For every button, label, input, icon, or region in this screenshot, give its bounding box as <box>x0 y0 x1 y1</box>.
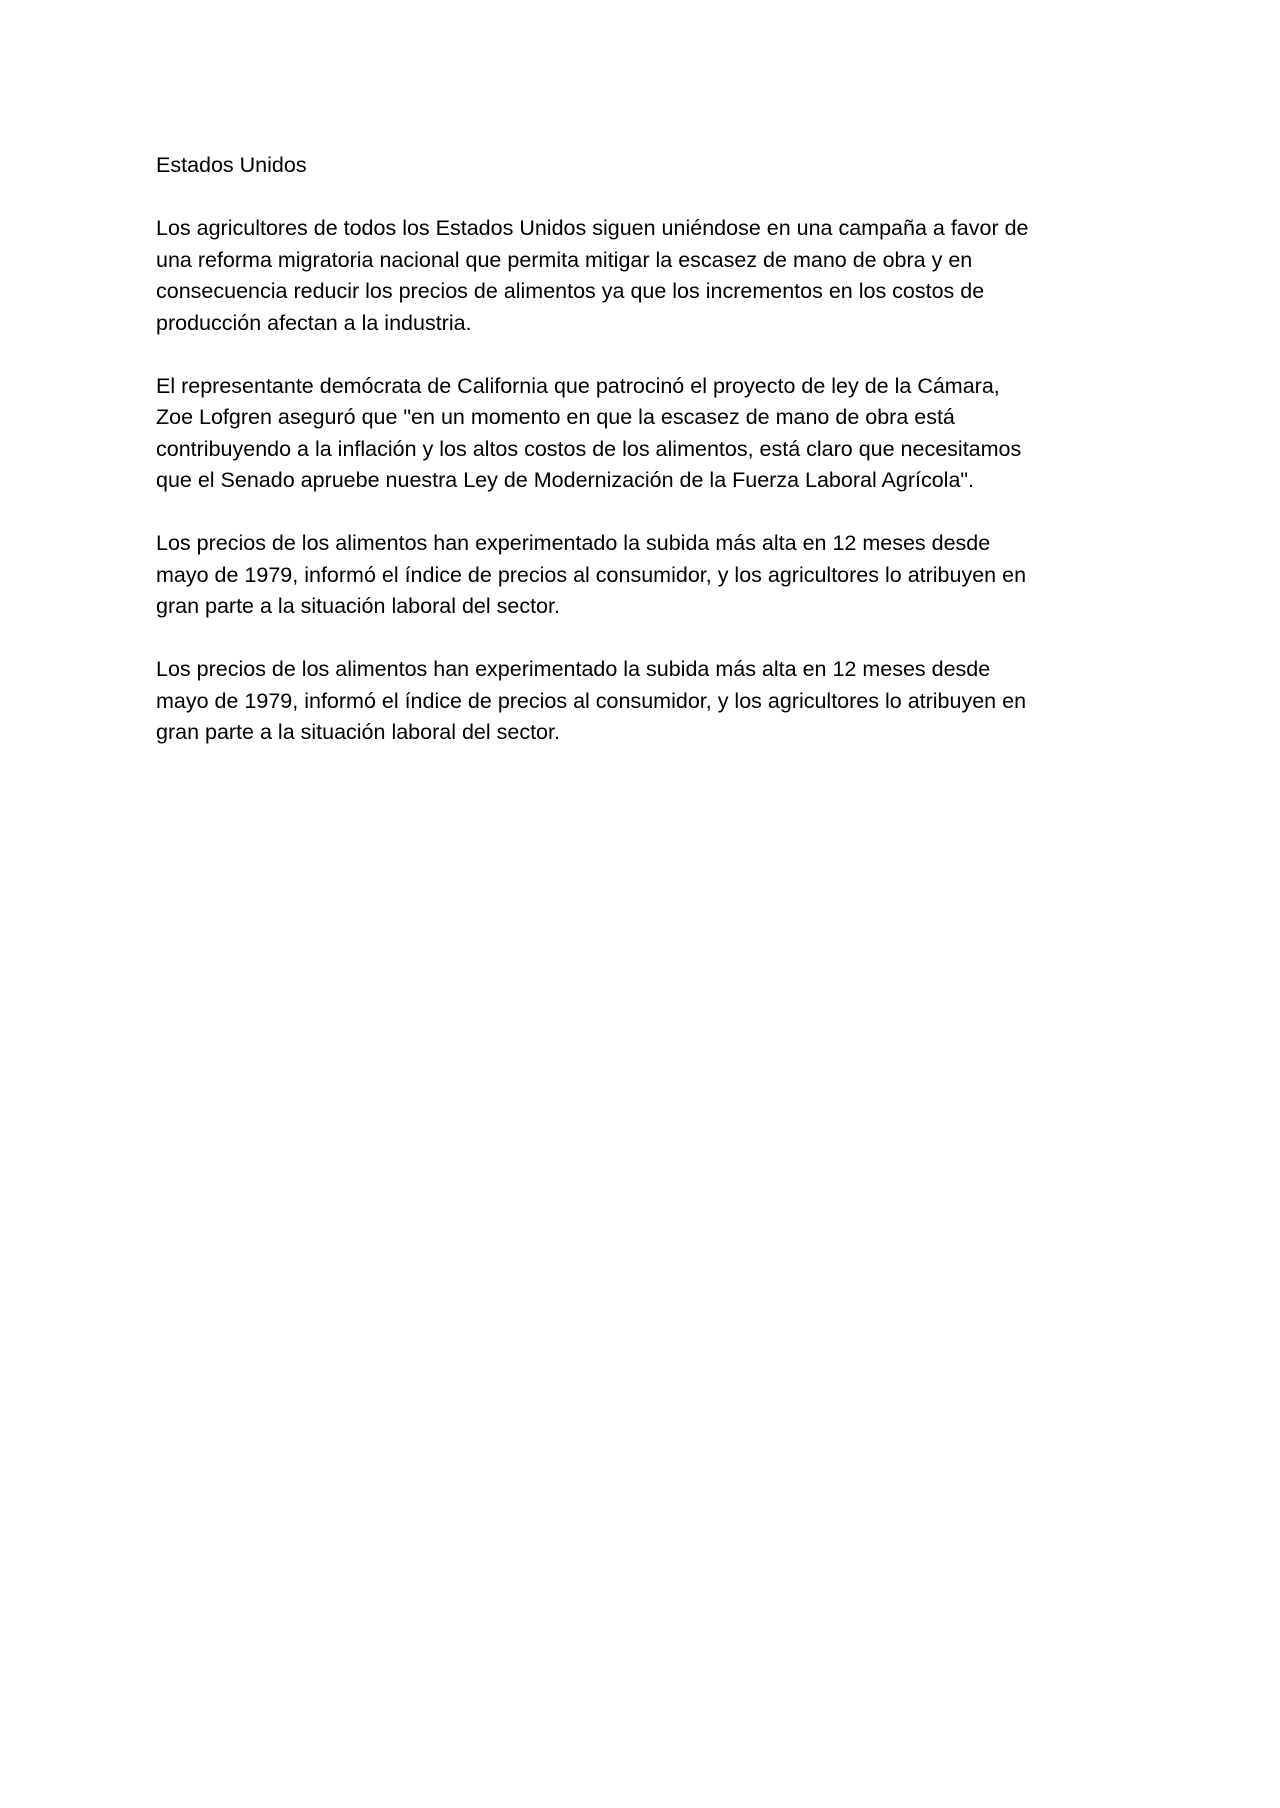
paragraph-line: Los agricultores de todos los Estados Unidos siguen uniéndose en una campaña a favor de <box>156 216 1029 240</box>
paragraph-1 <box>156 213 1136 339</box>
paragraph-line: contribuyendo a la inflación y los altos costos de los alimentos, está claro que necesitamos <box>156 436 1022 461</box>
paragraph-2 <box>156 371 1136 497</box>
paragraph-line: Zoe Lofgren aseguró que "en un momento en que la escasez de mano de obra está <box>156 405 955 429</box>
paragraph-line: El representante demócrata de California que patrocinó el proyecto de ley de la Cámara, <box>156 373 1000 398</box>
paragraph-3 <box>156 528 1136 623</box>
paragraph-line: una reforma migratoria nacional que permita mitigar la escasez de mano de obra y en <box>156 247 973 272</box>
paragraph-line: producción afectan a la industria. <box>156 310 472 335</box>
paragraph-line: Los precios de los alimentos han experimentado la subida más alta en 12 meses desde <box>156 531 991 555</box>
paragraph-line: consecuencia reducir los precios de alimentos ya que los incrementos en los costos de <box>156 279 985 303</box>
paragraph-line: que el Senado apruebe nuestra Ley de Modernización de la Fuerza Laboral Agrícola". <box>156 468 975 492</box>
paragraph-line: mayo de 1979, informó el índice de precios al consumidor, y los agricultores lo atribuyen en <box>156 562 1027 587</box>
paragraph-4 <box>156 654 1136 749</box>
document-body <box>156 150 1136 780</box>
paragraph-line: gran parte a la situación laboral del sector. <box>156 720 560 744</box>
paragraph-line: Los precios de los alimentos han experimentado la subida más alta en 12 meses desde <box>156 657 991 681</box>
heading-text: Estados Unidos <box>156 153 307 177</box>
paragraph-line: mayo de 1979, informó el índice de precios al consumidor, y los agricultores lo atribuyen en <box>156 688 1027 713</box>
document-heading <box>156 150 1136 182</box>
paragraph-line: gran parte a la situación laboral del sector. <box>156 594 560 618</box>
